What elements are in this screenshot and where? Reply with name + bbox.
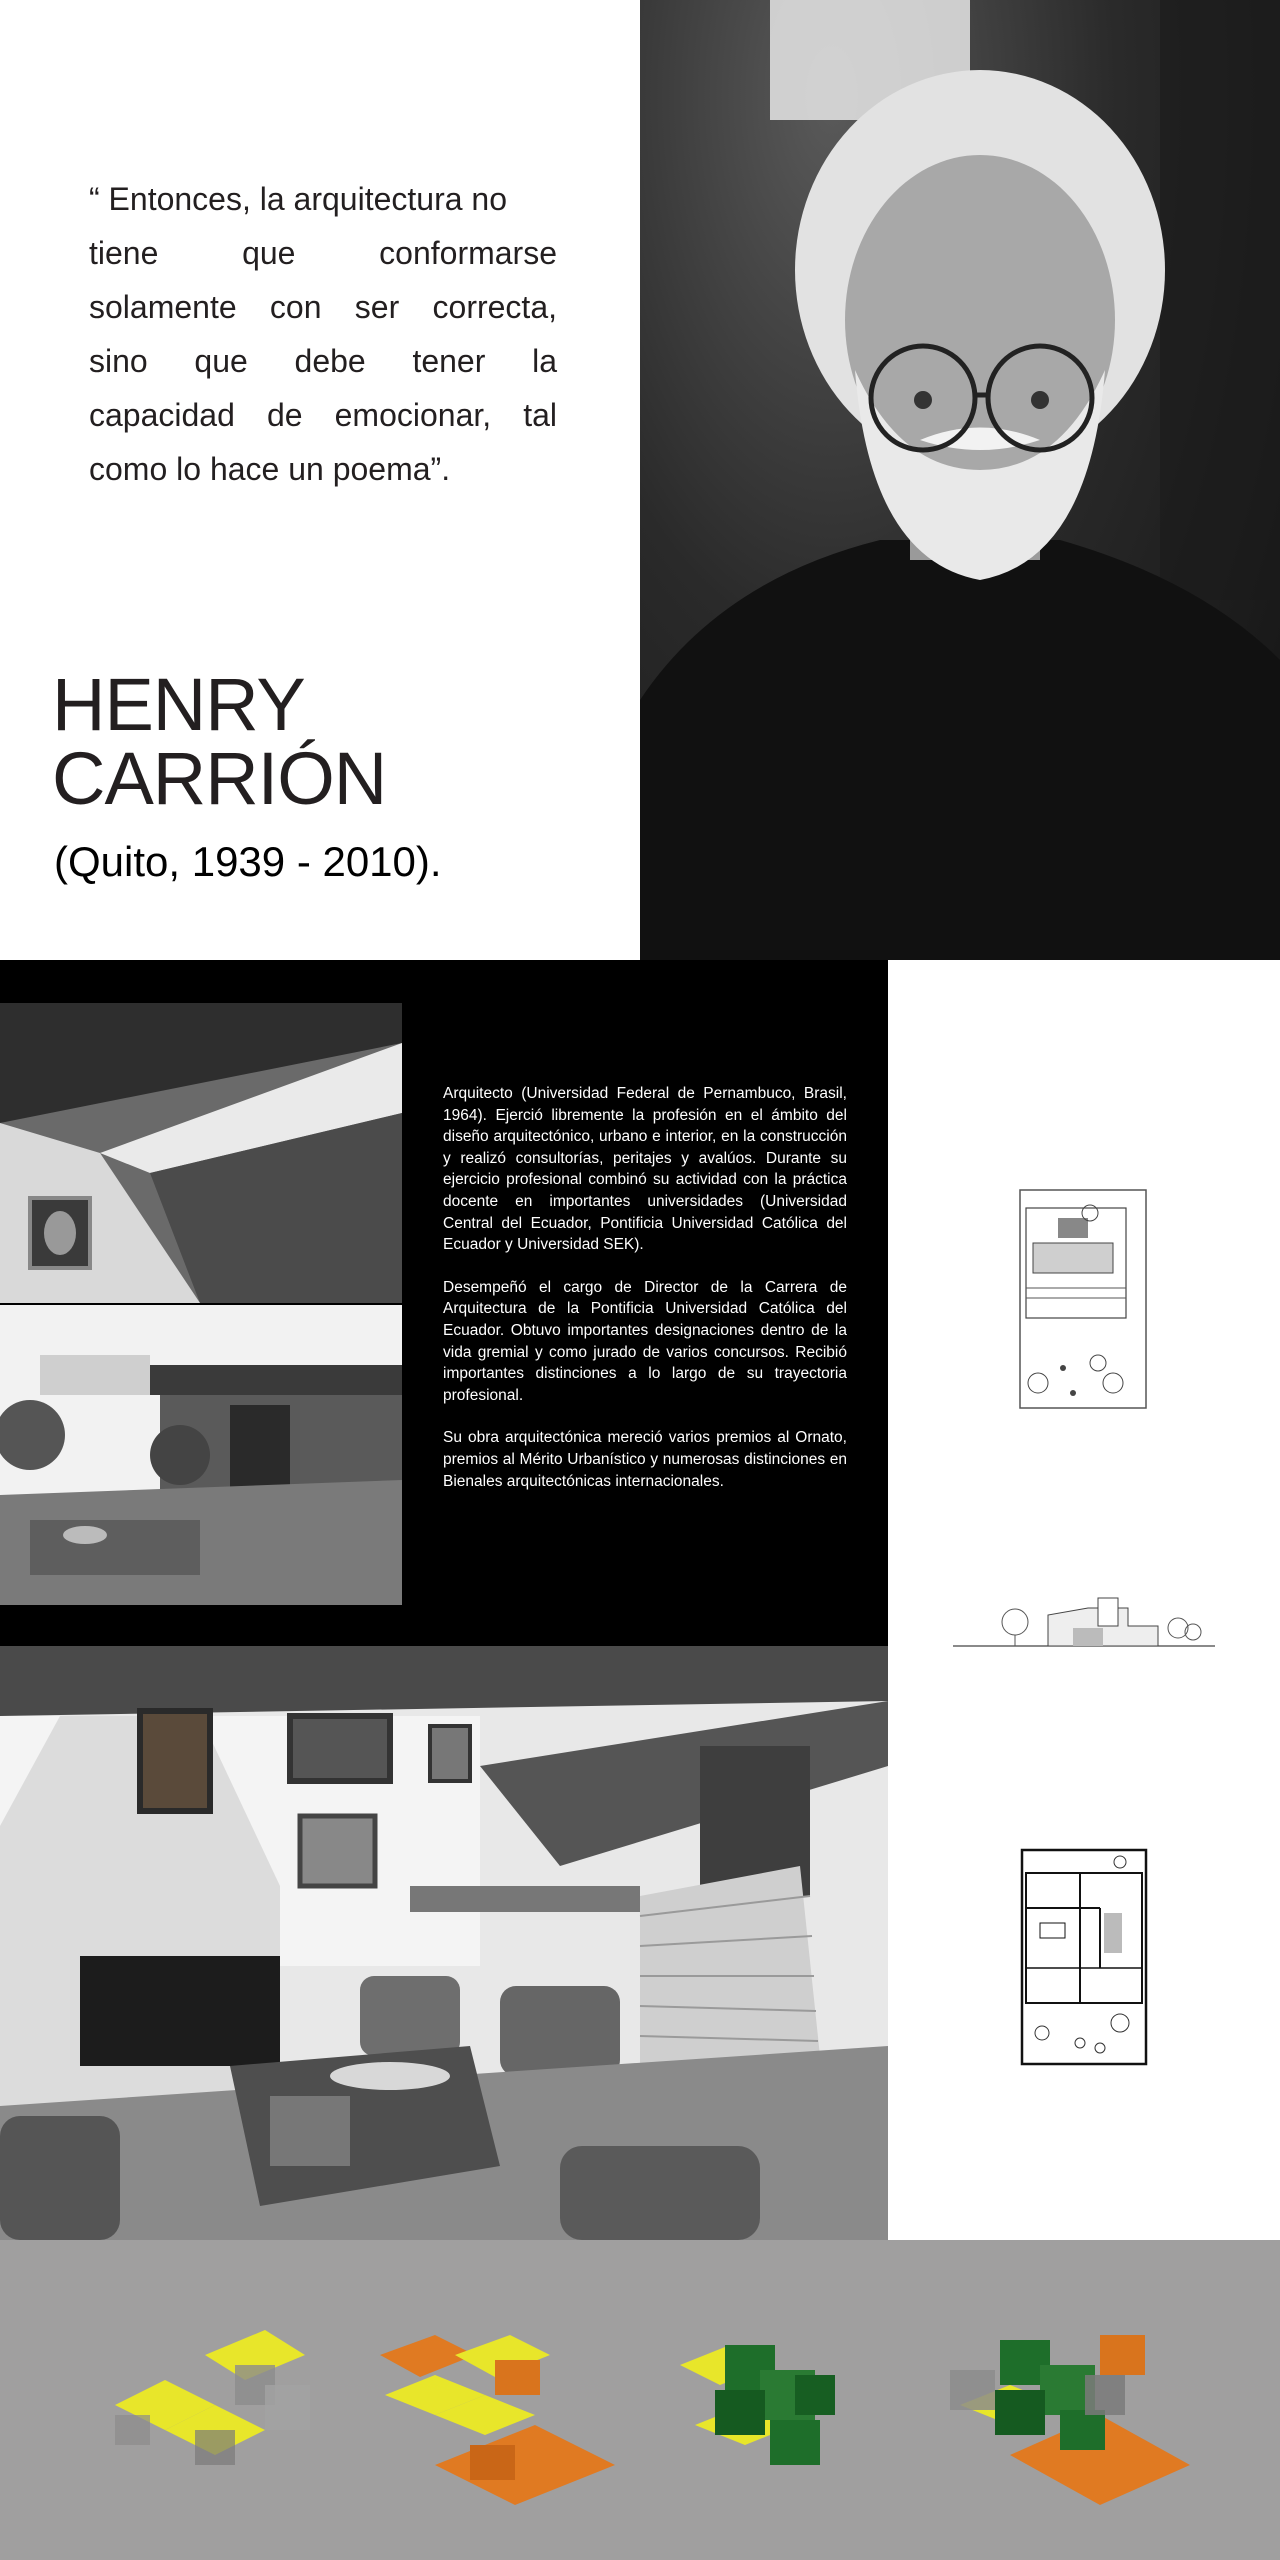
portrait-illustration <box>640 0 1280 960</box>
bio-paragraph: Arquitecto (Universidad Federal de Pernambuco, Brasil, 1964). Ejerció libremente la profesión en el ámbito del diseño arquitectónico, urbano e interior, en la construcción y realizó consultorías, peritajes y avalúos. Durante su ejercicio profesional combinó su actividad con la práctica docente en importantes universidades (Universidad Central del Ecuador, Pontificia Universidad Católica del Ecuador y Universidad SEK). <box>443 1085 847 1254</box>
floor-plan-drawing <box>1020 1848 1148 2066</box>
architect-first-name: HENRY <box>52 663 305 746</box>
quote-line <box>89 226 557 280</box>
bio-paragraph: Su obra arquitectónica mereció varios premios al Ornato, premios al Mérito Urbanístico y numerosas distinciones en Bienales arquitectónicas internacionales. <box>443 1429 847 1490</box>
axonometric-diagram-1 <box>105 2315 345 2505</box>
exterior-illustration <box>0 1305 402 1605</box>
quote-word: que <box>242 235 296 271</box>
house-exterior-photo <box>0 1305 402 1605</box>
quote-line: capacidad de emocionar, tal <box>89 397 557 433</box>
architect-dates: (Quito, 1939 - 2010). <box>54 838 442 885</box>
axonometric-diagram-2 <box>375 2315 615 2505</box>
quote-word: tiene <box>89 235 159 271</box>
bio-paragraph: Desempeñó el cargo de Director de la Carrera de Arquitectura de la Pontificia Universidad Católica del Ecuador. Obtuvo importantes designaciones dentro de la vida gremial y como jurado de varios concursos. Recibió importantes distinciones a lo largo de su trayectoria profesional. <box>443 1278 847 1404</box>
axonometric-diagram-3 <box>675 2315 915 2505</box>
quote-line: sino que debe tener la <box>89 343 557 379</box>
section-elevation-drawing <box>953 1590 1215 1648</box>
biography-text <box>443 1083 847 1513</box>
living-room-photo <box>0 1646 888 2240</box>
quote-line: como lo hace un poema”. <box>89 451 451 487</box>
skylight-illustration <box>0 1003 402 1303</box>
quote-line: “ Entonces, la arquitectura no <box>89 181 508 217</box>
architect-name <box>52 663 387 820</box>
axonometric-diagram-4 <box>950 2315 1190 2505</box>
interior-skylight-photo <box>0 1003 402 1303</box>
architect-last-name: CARRIÓN <box>52 737 387 820</box>
site-plan-drawing <box>1018 1188 1148 1410</box>
quote-block <box>89 172 557 496</box>
living-room-illustration <box>0 1646 888 2240</box>
architect-portrait <box>640 0 1280 960</box>
quote-line: solamente con ser correcta, <box>89 289 557 325</box>
quote-word: conformarse <box>379 235 557 271</box>
